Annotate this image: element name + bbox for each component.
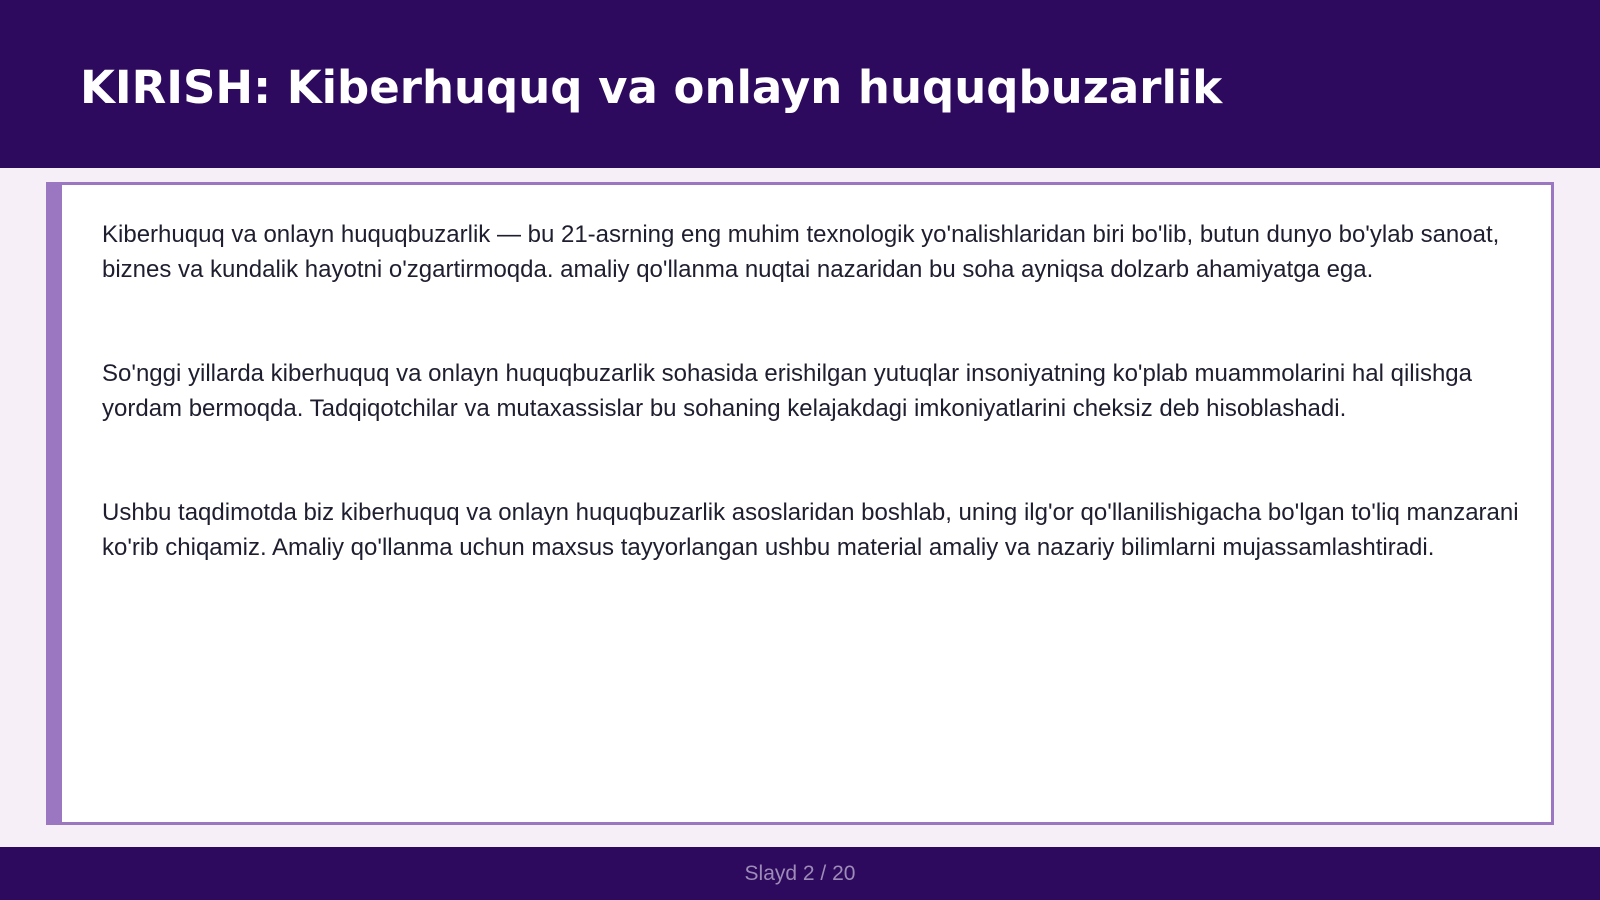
intro-paragraph: Kiberhuquq va onlayn huquqbuzarlik — bu 21-asrning eng muhim texnologik yo'nalishlaridan biri bo'lib, butun dunyo bo'ylab sanoat, biznes va kundalik hayotni o'zgartirmoqda. amaliy qo'llanma nuqtai nazaridan bu soha ayniqsa dolzarb ahamiyatga ega.: [102, 221, 1500, 283]
slide-title: KIRISH: Kiberhuquq va onlayn huquqbuzarlik: [80, 61, 1223, 114]
content-card: [46, 182, 1554, 825]
progress-paragraph: So'nggi yillarda kiberhuquq va onlayn huquqbuzarlik sohasida erishilgan yutuqlar insoniyatning ko'plab muammolarini hal qilishga yordam bermoqda. Tadqiqotchilar va mutaxassislar bu sohaning kelajakdagi imkoniyatlarini cheksiz deb hisoblashadi.: [102, 360, 1472, 422]
overview-paragraph: Ushbu taqdimotda biz kiberhuquq va onlayn huquqbuzarlik asoslaridan boshlab, uning ilg'or qo'llanilishigacha bo'lgan to'liq manzarani ko'rib chiqamiz. Amaliy qo'llanma uchun maxsus tayyorlangan ushbu material amaliy va nazariy bilimlarni mujassamlashtiradi.: [102, 499, 1519, 561]
slide-header: [0, 0, 1600, 168]
slide-counter: Slayd 2 / 20: [744, 862, 856, 885]
slide-footer: [0, 847, 1600, 900]
